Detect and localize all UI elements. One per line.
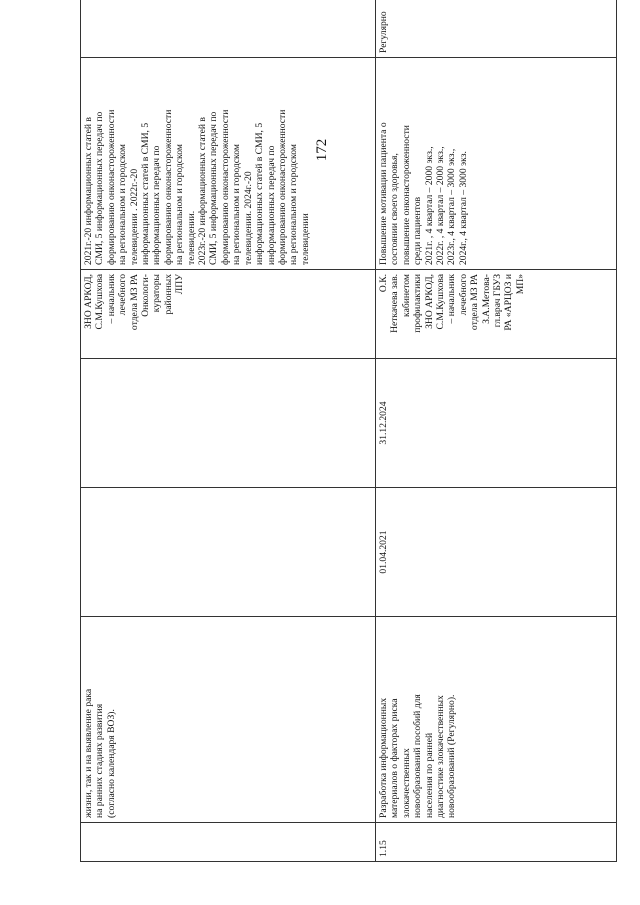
cell-text-line: районных [162,274,174,315]
cell-text-line: 2023г.-20 информационных статей в [197,117,209,265]
page-number: 172 [313,138,330,162]
responsible-cell [81,270,376,359]
cell-text-line: – начальник [446,274,458,324]
cell-text-line: – начальник [105,274,117,324]
cell-text: 01.04.2021 [378,530,389,574]
cell-text-line: гл.врач ГБУЗ [492,274,504,328]
end-date-cell [81,359,376,488]
cell-text-line: СМИ, 5 информационных передач по [94,111,106,265]
cell-text-line: 2023г., 4 квартал – 3000 экз., [446,148,458,265]
cell-text-line: Онкологи- [140,274,152,317]
end-date-cell [376,359,617,488]
cell-text-line: МП» [514,274,526,295]
cell-text-line: ЗНО АРКОД, [83,274,94,329]
cell-text-line: (согласно календаря ВОЗ). [105,709,117,818]
cell-text-line: ЗНО АРКОД, [423,274,435,329]
cell-text-line: телевидении . 2022г.-20 [128,168,140,265]
cell-text-line: Повышение мотивации пациента о [378,122,389,265]
cell-text: Регулярно [378,11,389,53]
periodicity-cell [376,0,617,58]
cell-text-line: РА «АРЦОЗ и [503,274,515,331]
cell-text-line: материалов о факторах риска [389,698,401,818]
periodicity-cell [81,0,376,58]
cell-text-line: информационных передач по [265,145,277,265]
cell-text-line: С.М.Кушхова [94,274,106,330]
rotated-table-container [80,11,616,862]
cell-text-line: 2021г. , 4 квартал – 2000 экз., [423,146,435,265]
cell-text-line: информационных статей в СМИ, 5 [254,122,266,265]
start-date-cell [376,488,617,617]
cell-text-line: злокачественных [400,748,412,818]
cell-text-line: телевидении. 2024г.-20 [242,171,254,265]
cell-text: 1.15 [378,840,389,857]
cell-text-line: профилактики [412,274,424,333]
cell-text-line: ЛПУ [174,274,186,295]
cell-text-line: состоянии своего здоровья, [389,153,401,265]
cell-text-line: новообразований (Регулярно). [446,694,458,818]
cell-text-line: кураторы [151,274,163,313]
cell-text-line: на региональном и городском [117,144,129,265]
expected-result-cell [376,58,617,270]
cell-text: 31.12.2024 [378,401,389,445]
cell-text-line: телевидении. [185,210,197,265]
table-row [81,0,376,862]
cell-text-line: на региональном и городском [288,144,300,265]
cell-text-line: 2024г., 4 квартал – 3000 экз. [457,151,469,265]
cell-text-line: Неткачева зав. [389,274,401,333]
cell-text-line: СМИ, 5 информационных передач по [208,111,220,265]
cell-text-line: лечебного [117,274,129,316]
measure-cell [376,617,617,823]
cell-text-line: С.М.Кушхова [435,274,447,330]
action-plan-table-body [81,0,617,862]
cell-text-line: кабинетом [400,274,412,317]
cell-text-line: лечебного [457,274,469,316]
measure-cell [81,617,376,823]
cell-text-line: информационных статей в СМИ, 5 [140,122,152,265]
cell-text-line: формированию онконастороженности [219,109,231,265]
cell-text-line: на региональном и городском [231,144,243,265]
cell-text-line: информационных передач по [151,145,163,265]
cell-text-line: 2021г.-20 информационных статей в [83,117,94,265]
cell-text-line: на ранних стадиях развития [94,703,106,818]
cell-text-line: формированию онконастороженности [105,109,117,265]
cell-text-line: населения по ранней [423,732,435,818]
expected-result-cell [81,58,376,270]
cell-text-line: отдела МЗ РА [469,274,481,331]
table-row [376,0,617,862]
start-date-cell [81,488,376,617]
cell-text-line: формированию онконастороженности [276,109,288,265]
cell-text-line: повышение онконастороженности [400,125,412,265]
cell-text-line: телевидении [299,213,311,265]
cell-text-line: среди пациентов [412,196,424,265]
cell-text-line: Разработка информационных [378,697,389,818]
cell-text-line: жизни, так и на выявление рака [83,688,94,818]
cell-text-line: на региональном и городском [174,144,186,265]
cell-text-line: отдела МЗ РА [128,274,140,331]
cell-text-line: формированию онконастороженности [162,109,174,265]
row-number-cell [81,823,376,862]
cell-text-line: новообразований пособий для [412,694,424,818]
cell-text-line: 2022г. , 4 квартал – 2000 экз., [435,146,447,265]
responsible-cell [376,270,617,359]
row-number-cell [376,823,617,862]
action-plan-table [80,0,617,862]
cell-text-line: диагностике злокачественных [435,695,447,818]
cell-text-line: З.А.Метова- [480,274,492,324]
cell-text-line: О.К. [378,274,389,293]
